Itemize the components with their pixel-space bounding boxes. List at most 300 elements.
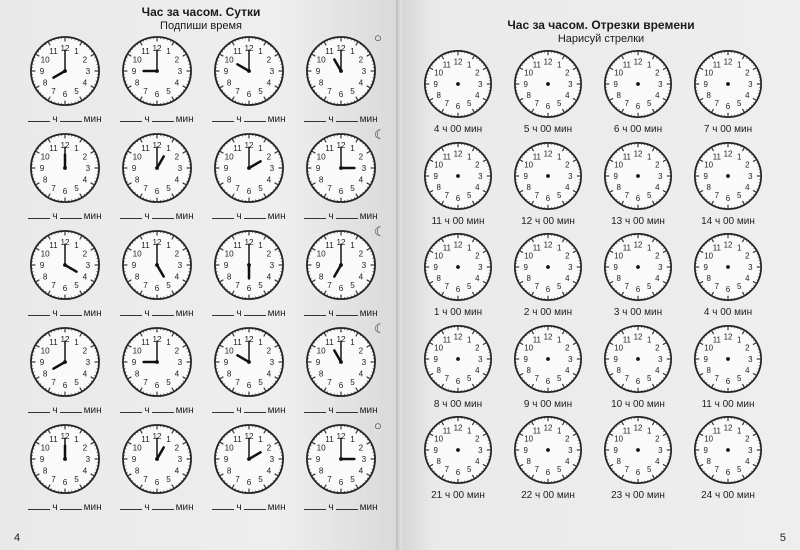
clock-number: 12 [244, 238, 254, 248]
clock-face [120, 422, 194, 496]
clock-face[interactable] [692, 140, 764, 212]
clock-number: 3 [85, 163, 91, 173]
clock-cell [594, 412, 684, 504]
minute-unit-label: мин [359, 405, 378, 416]
clock-number: 6 [635, 285, 641, 295]
hour-unit-label: ч [236, 114, 242, 125]
clock-number: 8 [134, 466, 140, 476]
minute-blank [152, 307, 174, 316]
hour-unit-label: ч [328, 405, 334, 416]
clock-number: 10 [132, 249, 142, 259]
clock-center [726, 265, 730, 269]
clock-face[interactable] [512, 140, 584, 212]
clock-center [546, 174, 550, 178]
minute-unit-label: мин [83, 405, 102, 416]
clock-number: 6 [62, 186, 68, 196]
clock-number: 4 [745, 457, 750, 467]
clock-number: 2 [745, 251, 750, 261]
clock-number: 9 [703, 262, 708, 272]
clock-number: 5 [646, 282, 652, 292]
clock-number: 3 [478, 354, 483, 364]
clock-number: 4 [565, 91, 570, 101]
clock-number: 3 [748, 171, 753, 181]
clock-number: 1 [466, 243, 472, 253]
clock-number: 2 [358, 346, 364, 356]
hour-blank [28, 113, 50, 122]
clock-number: 6 [62, 477, 68, 487]
clock-number: 2 [745, 160, 750, 170]
clock-number: 6 [635, 102, 641, 112]
clock-number: 11 [233, 47, 242, 57]
time-answer-field[interactable] [294, 501, 386, 513]
clock-face[interactable] [512, 323, 584, 395]
clock-number: 1 [350, 144, 355, 154]
clock-number: 9 [703, 79, 708, 89]
minute-blank [60, 501, 82, 510]
clock-number: 1 [736, 426, 742, 436]
time-answer-field[interactable] [202, 210, 294, 222]
clock-number: 7 [143, 377, 148, 387]
minute-blank [60, 113, 82, 122]
minute-blank [244, 307, 266, 316]
clock-number: 4 [174, 175, 180, 185]
clock-center [155, 263, 159, 267]
clock-number: 5 [74, 280, 79, 290]
clock-number: 9 [39, 66, 45, 76]
clock-number: 8 [526, 182, 531, 192]
clock-number: 1 [466, 60, 472, 70]
clock-number: 12 [336, 141, 346, 151]
minute-blank [244, 501, 266, 510]
clock-number: 11 [622, 60, 631, 70]
clock-number: 6 [246, 477, 252, 487]
clock-number: 9 [223, 454, 229, 464]
clock-number: 11 [442, 60, 451, 70]
clock-number: 6 [455, 285, 461, 295]
time-answer-field[interactable] [18, 501, 110, 513]
clock-number: 7 [235, 280, 240, 290]
time-answer-field[interactable] [294, 307, 386, 319]
clock-face[interactable] [422, 48, 494, 120]
clock-number: 1 [466, 426, 472, 436]
clock-number: 1 [466, 335, 472, 345]
clock-number: 1 [74, 435, 79, 445]
clock-number: 6 [154, 186, 160, 196]
clock-cell [18, 127, 110, 224]
clock-number: 11 [622, 152, 631, 162]
clock-number: 5 [736, 373, 742, 383]
hour-blank [304, 113, 326, 122]
clock-number: 12 [723, 332, 733, 342]
clock-face[interactable] [602, 323, 674, 395]
clock-number: 10 [40, 152, 50, 162]
clock-cell [684, 229, 774, 321]
clock-number: 4 [655, 274, 660, 284]
time-answer-field[interactable] [18, 113, 110, 125]
clock-number: 6 [338, 89, 344, 99]
clock-number: 11 [49, 338, 58, 348]
clock-face [120, 34, 194, 108]
clock-number: 1 [166, 435, 171, 445]
left-page-title: Час за часом. Сутки [141, 5, 261, 19]
clock-center [339, 457, 343, 461]
clock-number: 3 [361, 260, 367, 270]
clock-number: 9 [523, 262, 528, 272]
hour-blank [120, 501, 142, 510]
clock-number: 6 [635, 376, 641, 386]
clock-face [304, 422, 378, 496]
clock-number: 9 [703, 445, 708, 455]
clock-number: 3 [478, 79, 483, 89]
clock-number: 12 [336, 238, 346, 248]
minute-blank [60, 404, 82, 413]
clock-number: 9 [433, 445, 438, 455]
clock-number: 7 [327, 280, 332, 290]
clock-number: 7 [534, 282, 540, 292]
clock-number: 6 [725, 193, 731, 203]
clock-number: 7 [51, 183, 56, 193]
clock-number: 12 [244, 432, 254, 442]
clock-number: 8 [226, 78, 232, 88]
target-time-label: 22 ч 00 мин [521, 490, 575, 501]
clock-number: 2 [475, 251, 480, 261]
clock-number: 3 [748, 445, 753, 455]
clock-number: 2 [475, 160, 480, 170]
clock-face[interactable] [512, 231, 584, 303]
clock-center [63, 166, 67, 170]
clock-face[interactable] [422, 323, 494, 395]
clock-number: 7 [444, 465, 450, 475]
clock-number: 4 [745, 91, 750, 101]
hour-blank [304, 210, 326, 219]
clock-number: 9 [131, 357, 137, 367]
clock-number: 10 [434, 343, 444, 353]
clock-number: 12 [336, 432, 346, 442]
clock-number: 12 [723, 149, 733, 159]
target-time-label: 14 ч 00 мин [701, 215, 755, 227]
clock-number: 7 [327, 377, 332, 387]
time-answer-field[interactable] [18, 307, 110, 319]
minute-unit-label: мин [175, 502, 194, 513]
clock-number: 8 [436, 365, 441, 375]
clock-number: 9 [613, 171, 618, 181]
minute-blank [152, 113, 174, 122]
clock-number: 6 [154, 380, 160, 390]
clock-face [28, 131, 102, 205]
clock-number: 9 [39, 357, 45, 367]
clock-number: 3 [177, 66, 183, 76]
clock-face [212, 34, 286, 108]
time-answer-field[interactable] [110, 307, 202, 319]
clock-number: 1 [556, 426, 562, 436]
clock-number: 12 [244, 335, 254, 345]
clock-number: 3 [177, 454, 183, 464]
time-answer-field[interactable] [110, 404, 202, 416]
clock-number: 2 [655, 343, 660, 353]
clock-number: 3 [177, 357, 183, 367]
clock-number: 7 [714, 373, 720, 383]
clock-number: 11 [622, 243, 631, 253]
clock-number: 7 [444, 282, 450, 292]
clock-number: 9 [433, 171, 438, 181]
clock-number: 5 [166, 183, 171, 193]
clock-number: 9 [613, 445, 618, 455]
clock-number: 9 [703, 171, 708, 181]
clock-number: 6 [246, 283, 252, 293]
clock-cell [414, 138, 504, 230]
clock-face[interactable] [602, 48, 674, 120]
clock-number: 4 [82, 466, 88, 476]
clock-number: 1 [258, 241, 263, 251]
clock-number: 2 [565, 68, 570, 78]
right-page-subtitle: Нарисуй стрелки [557, 33, 645, 45]
clock-number: 6 [62, 380, 68, 390]
clock-number: 5 [166, 474, 171, 484]
clock-number: 9 [39, 454, 45, 464]
time-answer-field[interactable] [202, 307, 294, 319]
clock-number: 3 [85, 260, 91, 270]
clock-number: 3 [361, 357, 367, 367]
clock-number: 10 [524, 434, 534, 444]
sun-icon: ○ [374, 418, 382, 433]
clock-number: 11 [622, 335, 631, 345]
clock-center [636, 357, 640, 361]
clock-number: 8 [526, 274, 531, 284]
clock-cell [202, 30, 294, 127]
clock-number: 10 [224, 152, 234, 162]
clock-number: 7 [444, 190, 450, 200]
clock-number: 12 [543, 57, 553, 67]
clock-number: 11 [712, 335, 721, 345]
minute-blank [336, 113, 358, 122]
target-time-label: 24 ч 00 мин [701, 490, 755, 501]
clock-number: 8 [318, 78, 324, 88]
right-clock-grid [414, 46, 774, 504]
time-answer-field[interactable] [294, 210, 386, 222]
clock-number: 10 [524, 343, 534, 353]
minute-blank [336, 210, 358, 219]
clock-number: 1 [556, 335, 562, 345]
clock-number: 4 [655, 365, 660, 375]
clock-number: 3 [748, 262, 753, 272]
clock-number: 2 [82, 55, 88, 65]
clock-number: 2 [655, 251, 660, 261]
clock-number: 11 [325, 435, 334, 445]
clock-face[interactable] [692, 323, 764, 395]
clock-number: 2 [475, 68, 480, 78]
clock-number: 11 [141, 435, 150, 445]
clock-cell [684, 412, 774, 504]
clock-number: 11 [49, 144, 58, 154]
clock-number: 2 [745, 434, 750, 444]
clock-number: 2 [266, 249, 272, 259]
page-number-left: 4 [14, 532, 21, 544]
clock-number: 3 [478, 171, 483, 181]
clock-cell [202, 321, 294, 418]
clock-number: 5 [736, 99, 742, 109]
clock-number: 4 [358, 369, 364, 379]
clock-number: 7 [624, 282, 630, 292]
clock-number: 6 [635, 193, 641, 203]
clock-number: 2 [358, 249, 364, 259]
clock-face[interactable] [422, 231, 494, 303]
clock-number: 8 [134, 272, 140, 282]
clock-number: 11 [532, 426, 541, 436]
time-answer-field[interactable] [110, 210, 202, 222]
clock-face[interactable] [602, 414, 674, 486]
target-time-label: 9 ч 00 мин [523, 398, 573, 410]
clock-number: 4 [475, 274, 480, 284]
clock-number: 9 [131, 260, 137, 270]
clock-center [546, 82, 550, 86]
clock-face[interactable] [422, 414, 494, 486]
clock-number: 1 [556, 243, 562, 253]
time-answer-field[interactable] [18, 210, 110, 222]
clock-number: 8 [318, 369, 324, 379]
clock-number: 10 [614, 68, 624, 78]
clock-number: 7 [714, 190, 720, 200]
clock-number: 10 [316, 152, 326, 162]
hour-unit-label: ч [52, 502, 58, 513]
clock-number: 4 [475, 182, 480, 192]
clock-center [726, 357, 730, 361]
clock-cell [202, 418, 294, 515]
time-answer-field[interactable] [110, 501, 202, 513]
clock-number: 10 [40, 443, 50, 453]
clock-number: 12 [453, 240, 463, 250]
clock-number: 2 [82, 152, 88, 162]
clock-number: 5 [736, 465, 742, 475]
clock-number: 5 [74, 86, 79, 96]
time-answer-field[interactable] [202, 113, 294, 125]
clock-number: 5 [466, 190, 472, 200]
clock-number: 2 [174, 249, 180, 259]
clock-number: 12 [244, 44, 254, 54]
time-answer-field[interactable] [294, 404, 386, 416]
hour-blank [212, 404, 234, 413]
clock-number: 11 [233, 144, 242, 154]
clock-number: 1 [350, 47, 355, 57]
clock-number: 7 [534, 465, 540, 475]
minute-unit-label: мин [359, 502, 378, 513]
time-answer-field[interactable] [18, 404, 110, 416]
clock-center [636, 265, 640, 269]
clock-number: 12 [543, 332, 553, 342]
clock-cell [594, 229, 684, 321]
clock-face [28, 228, 102, 302]
clock-number: 12 [633, 423, 643, 433]
clock-face[interactable] [512, 48, 584, 120]
clock-number: 7 [143, 86, 148, 96]
hour-blank [28, 210, 50, 219]
clock-face[interactable] [692, 414, 764, 486]
minute-blank [244, 404, 266, 413]
time-answer-field[interactable] [294, 113, 386, 125]
clock-number: 7 [714, 99, 720, 109]
clock-number: 6 [545, 193, 551, 203]
hour-unit-label: ч [52, 211, 58, 222]
clock-center [339, 360, 343, 364]
clock-center [546, 448, 550, 452]
clock-number: 10 [224, 346, 234, 356]
clock-number: 2 [565, 251, 570, 261]
target-time-label: 10 ч 00 мин [611, 398, 665, 410]
clock-number: 9 [613, 262, 618, 272]
clock-number: 11 [49, 47, 58, 57]
clock-number: 9 [223, 357, 229, 367]
target-time-label: 23 ч 00 мин [611, 490, 665, 501]
clock-face[interactable] [422, 140, 494, 212]
clock-number: 7 [51, 86, 56, 96]
clock-number: 10 [224, 443, 234, 453]
clock-number: 9 [433, 262, 438, 272]
minute-blank [244, 210, 266, 219]
clock-number: 7 [714, 282, 720, 292]
clock-number: 12 [633, 149, 643, 159]
clock-number: 2 [745, 343, 750, 353]
hour-unit-label: ч [144, 502, 150, 513]
clock-number: 10 [704, 160, 714, 170]
clock-face[interactable] [602, 231, 674, 303]
clock-number: 12 [152, 44, 162, 54]
time-answer-field[interactable] [110, 113, 202, 125]
clock-number: 11 [712, 60, 721, 70]
time-answer-field[interactable] [202, 404, 294, 416]
clock-number: 6 [62, 283, 68, 293]
target-time-label: 4 ч 00 мин [433, 124, 483, 135]
clock-number: 5 [646, 465, 652, 475]
clock-number: 10 [316, 346, 326, 356]
clock-face[interactable] [692, 48, 764, 120]
hour-unit-label: ч [52, 308, 58, 319]
clock-number: 11 [233, 241, 242, 251]
hour-unit-label: ч [144, 211, 150, 222]
clock-center [63, 457, 67, 461]
clock-number: 9 [131, 66, 137, 76]
hour-unit-label: ч [328, 308, 334, 319]
clock-face[interactable] [602, 140, 674, 212]
hour-blank [28, 501, 50, 510]
clock-face[interactable] [512, 414, 584, 486]
clock-number: 1 [258, 435, 263, 445]
left-page-subtitle: Подпиши время [160, 20, 242, 32]
target-time-label: 11 ч 00 мин [431, 215, 485, 227]
clock-cell [414, 229, 504, 321]
target-time-label: 11 ч 00 мин [701, 398, 755, 410]
clock-number: 10 [614, 160, 624, 170]
clock-number: 8 [226, 175, 232, 185]
minute-blank [152, 404, 174, 413]
clock-number: 10 [224, 55, 234, 65]
clock-face [120, 228, 194, 302]
clock-number: 12 [453, 57, 463, 67]
clock-number: 3 [658, 79, 663, 89]
minute-blank [336, 404, 358, 413]
clock-number: 6 [62, 89, 68, 99]
clock-number: 7 [51, 474, 56, 484]
clock-number: 3 [85, 357, 91, 367]
clock-number: 7 [51, 377, 56, 387]
clock-number: 3 [269, 260, 275, 270]
clock-number: 9 [315, 260, 321, 270]
clock-number: 8 [42, 272, 48, 282]
clock-face[interactable] [692, 231, 764, 303]
hour-blank [212, 501, 234, 510]
time-answer-field[interactable] [202, 501, 294, 513]
clock-number: 7 [235, 183, 240, 193]
clock-number: 12 [453, 149, 463, 159]
hour-unit-label: ч [236, 405, 242, 416]
